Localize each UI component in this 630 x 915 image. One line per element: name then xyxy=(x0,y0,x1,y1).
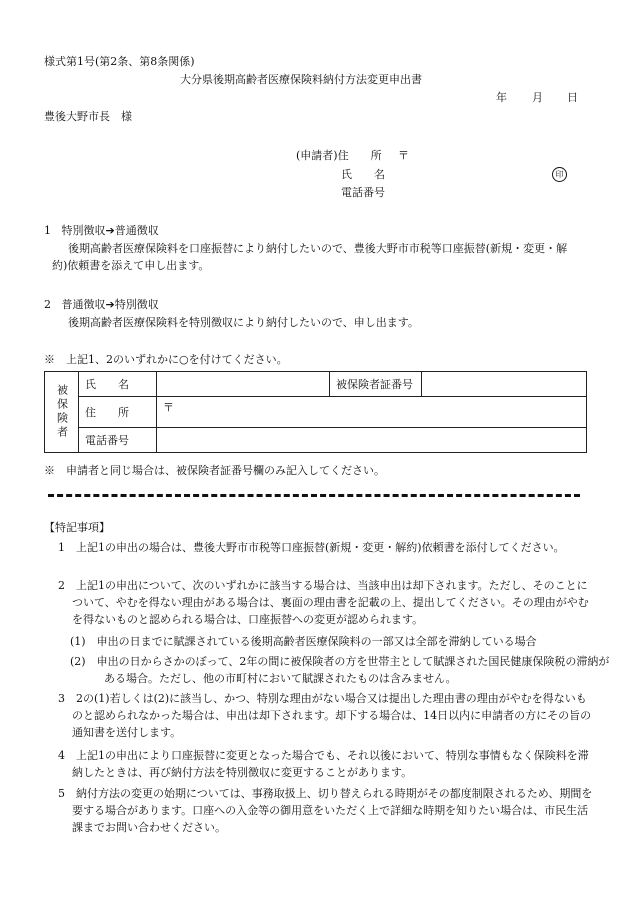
option1-number: 1 xyxy=(44,224,51,237)
insured-address-field[interactable] xyxy=(157,397,587,428)
addressee: 豊後大野市長 様 xyxy=(44,110,132,123)
form-number: 様式第1号(第2条、第8条関係) xyxy=(44,55,195,68)
cut-line xyxy=(48,494,580,497)
option2-from: 普通徴収 xyxy=(61,298,106,311)
date-day-label: 日 xyxy=(567,91,578,104)
arrow-icon: ➔ xyxy=(105,298,115,311)
insured-table xyxy=(44,371,587,453)
special-item-1: 1 上記1の申出の場合は、豊後大野市市税等口座振替(新規・変更・解約)依頼書を添付してください。 xyxy=(58,541,565,554)
insured-group-label: 被保険者 xyxy=(45,372,79,453)
special-item-4: 4 上記1の申出により口座振替に変更となった場合でも、それ以後において、特別な事情もなく保険料を滞納したときは、再び納付方法を特別徴収に変更することがあります。 xyxy=(58,749,589,779)
option2-heading xyxy=(44,297,159,313)
option2-body: 後期高齢者医療保険料を特別徴収により納付したいので、申し出ます。 xyxy=(68,316,419,329)
insured-phone-label: 電話番号 xyxy=(79,428,157,453)
option1-from: 特別徴収 xyxy=(61,224,106,237)
form-title: 大分県後期高齢者医療保険料納付方法変更申出書 xyxy=(180,73,422,86)
special-item-3: 3 2の(1)若しくは(2)に該当し、かつ、特別な理由がない場合又は提出した理由書の理由がやむを得ないものと認められなかった場合は、申出は却下されます。却下する場合は、14日以内に申請者の方にその旨の通知書を送付します。 xyxy=(58,692,592,739)
date-year-label: 年 xyxy=(496,91,507,104)
insured-name-field[interactable] xyxy=(157,372,330,397)
special-item-2-sub-2: (2) 申出の日からさかのぼって、2年の間に被保険者の方を世帯主として賦課された国民健康保険税の滞納がある場合。ただし、他の市町村において賦課されたものは含みません。 xyxy=(70,655,610,685)
note-circle: ※ 上記1、2のいずれかに○を付けてください。 xyxy=(44,353,288,366)
seal-mark: 印 xyxy=(552,167,567,182)
option2-number: 2 xyxy=(44,298,51,311)
table-row xyxy=(45,372,587,397)
insured-postal-mark: 〒 xyxy=(163,401,174,414)
table-row xyxy=(45,397,587,428)
arrow-icon: ➔ xyxy=(105,224,115,237)
special-item-5: 5 納付方法の変更の始期については、事務取扱上、切り替えられる時期がその都度制限されるため、期間を要する場合があります。口座への入金等の御用意をいただく上で詳細な時期を知りたい場合は、市民生活課までお問い合わせください。 xyxy=(58,787,593,834)
option1-to: 普通徴収 xyxy=(114,224,159,237)
insured-phone-field[interactable] xyxy=(157,428,587,453)
note-same: ※ 申請者と同じ場合は、被保険者証番号欄のみ記入してください。 xyxy=(44,464,385,477)
option1-body: 後期高齢者医療保険料を口座振替により納付したいので、豊後大野市市税等口座振替(新規・変更・解約)依頼書を添えて申し出ます。 xyxy=(52,242,568,272)
insured-cert-field[interactable] xyxy=(422,372,587,397)
date-month-label: 月 xyxy=(532,91,543,104)
table-row xyxy=(45,428,587,453)
applicant-name-label: 氏 名 xyxy=(341,168,385,181)
special-item-2: 2 上記1の申出について、次のいずれかに該当する場合は、当該申出は却下されます。ただし、そのことについて、やむを得ない理由がある場合は、裏面の理由書を記載の上、提出してください。その理由がやむを得ないものと認められる場合は、口座振替への変更が認められます。 xyxy=(58,579,589,626)
option2-to: 特別徴収 xyxy=(114,298,159,311)
option1-heading xyxy=(44,223,159,239)
applicant-postal-mark: 〒 xyxy=(398,149,409,162)
insured-name-label: 氏 名 xyxy=(79,372,157,397)
applicant-phone-label: 電話番号 xyxy=(341,186,385,199)
insured-address-label: 住 所 xyxy=(79,397,157,428)
applicant-address-label: (申請者)住 所 xyxy=(296,149,382,162)
special-heading: 【特記事項】 xyxy=(44,521,110,534)
special-item-2-sub-1: (1) 申出の日までに賦課されている後期高齢者医療保険料の一部又は全部を滞納している場合 xyxy=(70,635,537,648)
insured-cert-label: 被保険者証番号 xyxy=(330,372,422,397)
